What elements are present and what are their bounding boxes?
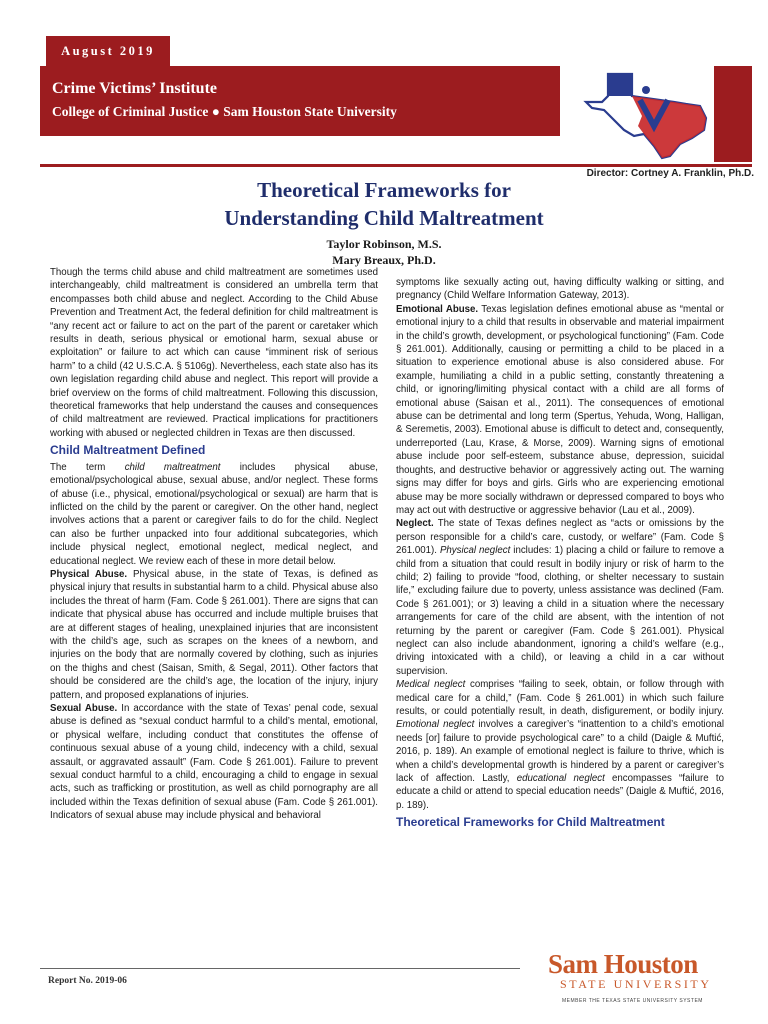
footer-rule (40, 968, 520, 969)
emotional-abuse-paragraph: Emotional Abuse. Texas legislation defines emotional abuse as “mental or emotional injury to a child that results in observable and material impairment in the child’s growth, development, or psychological functioning” (Fam. Code § 261.001). Additionally, causing or permitting a child to be placed in a situation to experience emotional abuse is also considered abuse. For example, humiliating a child in a public setting, constantly threatening a child, or ignoring/limiting physical contact with a child are all forms of emotional abuse (Saisan et al., 2011). The consequences of emotional abuse can be detrimental and long term (Spertus, Yehuda, Wong, Halligan, & Seremetis, 2003). Emotional abuse is difficult to detect and, consequently, underreported (Lau, Krase, & Morse, 2009). Warning signs of emotional abuse include poor self-esteem, substance abuse, depression, suicidal thoughts, and destructive behavior or aggressively acting out. The warning signs may differ for boys and girls. Girls who are experiencing emotional abuse may be more socially withdrawn or depressed compared to boys who may act out with destructive or aggressive behavior (Lau et al., 2009). (396, 303, 724, 516)
director-credit: Director: Cortney A. Franklin, Ph.D. (586, 168, 754, 179)
sexual-abuse-paragraph: Sexual Abuse. In accordance with the state of Texas’ penal code, sexual abuse is defined as “sexual conduct harmful to a child’s mental, emotional, or physical welfare, including conduct that constitutes the offense of continuous sexual abuse of a young child, indecency with a child, sexual assault, or aggravated assault” (Fam. Code § 261.001). Failure to prevent sexual conduct harmful to a child, encouraging a child to engage in sexual acts, such as trafficking or prostitution, as well as child pornography are all included within the Texas definition of sexual abuse (Fam. Code § 261.001). Indicators of sexual abuse may include physical and behavioral (50, 703, 378, 822)
medical-neglect-paragraph: Medical neglect comprises “failing to seek, obtain, or follow through with medical care for a child,” (Fam. Code § 261.001) in which such failure results, or could potentially result, in death, disfigurement, or bodily injury. Emotional neglect involves a caregiver’s “inattention to a child’s emotional needs [or] failure to provide psychological care” to a child (Daigle & Muftić, 2016, p. 189). An example of emotional neglect is failure to thrive, which is when a child’s developmental growth is hindered by a parent or caregiver’s lack of affection. Lastly, educational neglect encompasses “failure to educate a child or attend to special education needs” (Daigle & Muftić, 2016, p. 189). (396, 679, 725, 811)
definition-paragraph: The term child maltreatment includes physical abuse, emotional/psychological abuse, sexual abuse, and/or neglect. These forms of abuse (i.e., physical, emotional/psychological or sexual) are harm that is inflicted on the child by the parent or caregiver. On the other hand, neglect involves actions that a parent or caregiver fails to do for the child. Neglect can also be further unpacked into four additional subcategories, which include physical neglect, emotional neglect, medical neglect, and educational neglect. We review each of these in more detail below. (50, 461, 378, 567)
physical-abuse-paragraph: Physical Abuse. Physical abuse, in the state of Texas, is defined as physical injury that results in substantial harm to a child. Physical abuse also includes the threat of harm (Fam. Code § 261.001). There are signs that can indicate that physical abuse has occurred and include multiple bruises that are at different stages of healing, unexplained injuries that are inconsistent with the child’s age, such as scrapes on the knees of a newborn, and injuries on the body that are normally covered by clothing, such as injuries on the thighs and chest (Saisan, Smith, & Segal, 2011). Other factors that should be considered are the child’s age, the location of the injury, injury pattern, and proposed explanations of injuries. (50, 568, 378, 701)
header-rule (40, 164, 752, 167)
institute-name: Crime Victims’ Institute (52, 80, 217, 97)
college-name: College of Criminal Justice ● Sam Houston State University (52, 104, 397, 119)
issue-date: August 2019 (46, 36, 170, 66)
section-heading-frameworks: Theoretical Frameworks for Child Maltreatment (396, 815, 665, 830)
left-column (50, 266, 378, 823)
shsu-name: Sam Houston (548, 949, 698, 979)
texas-map-cvi-logo-icon (582, 66, 752, 162)
report-title-line1: Theoretical Frameworks for (257, 178, 511, 202)
shsu-tagline: MEMBER THE TEXAS STATE UNIVERSITY SYSTEM (562, 998, 703, 1004)
right-column (396, 276, 724, 833)
report-number: Report No. 2019-06 (48, 976, 127, 986)
shsu-logo (548, 950, 738, 1020)
neglect-paragraph: Neglect. The state of Texas defines neglect as “acts or omissions by the person responsible for a child’s care, custody, or welfare” (Fam. Code § 261.001). Physical neglect includes: 1) placing a child or failure to remove a child from a situation that could result in bodily injury or risk of harm to the child; 2) failing to provide “food, clothing, or shelter necessary to sustain life,” excluding failure due to poverty, unless assistance was declined (Fam. Code § 261.001); or 3) leaving a child in a situation where the necessary arrangements for care of the child are absent, with the intention of not returning by the parent or caregiver (Fam. Code § 261.001). Physical neglect can also include abandonment, ignoring a child’s welfare (e.g., driving intoxicated with a child), or leaving a child in a car without supervision. (396, 518, 724, 677)
author-2: Mary Breaux, Ph.D. (332, 253, 436, 267)
continued-paragraph: symptoms like sexually acting out, having difficulty walking or sitting, and pregnancy (Child Welfare Information Gateway, 2013). (396, 277, 724, 302)
section-heading-definitions: Child Maltreatment Defined (50, 443, 206, 458)
shsu-subtitle: STATE UNIVERSITY (560, 977, 712, 991)
intro-paragraph: Though the terms child abuse and child maltreatment are sometimes used interchangeably, child maltreatment is considered an umbrella term that encompasses both child abuse and neglect. According to the Child Abuse Prevention and Treatment Act, the federal definition for child maltreatment is “any recent act or failure to act on the part of the parent or caretaker which results in death, serious physical or emotional harm, sexual abuse or exploitation” or failure to act which can cause “imminent risk of serious harm” to a child (42 U.S.C.A. § 5106g). Nevertheless, each state also has its own legislation regarding child abuse and neglect. This report will provide a brief overview on the forms of child maltreatment. Following this discussion, theoretical frameworks that help understand the causes and consequences of child maltreatment are reviewed. Practical implications for practitioners working with abused or neglected children in Texas are then discussed. (50, 267, 378, 439)
report-title-line2: Understanding Child Maltreatment (224, 206, 544, 230)
author-1: Taylor Robinson, M.S. (326, 237, 442, 251)
header-banner (40, 66, 560, 136)
